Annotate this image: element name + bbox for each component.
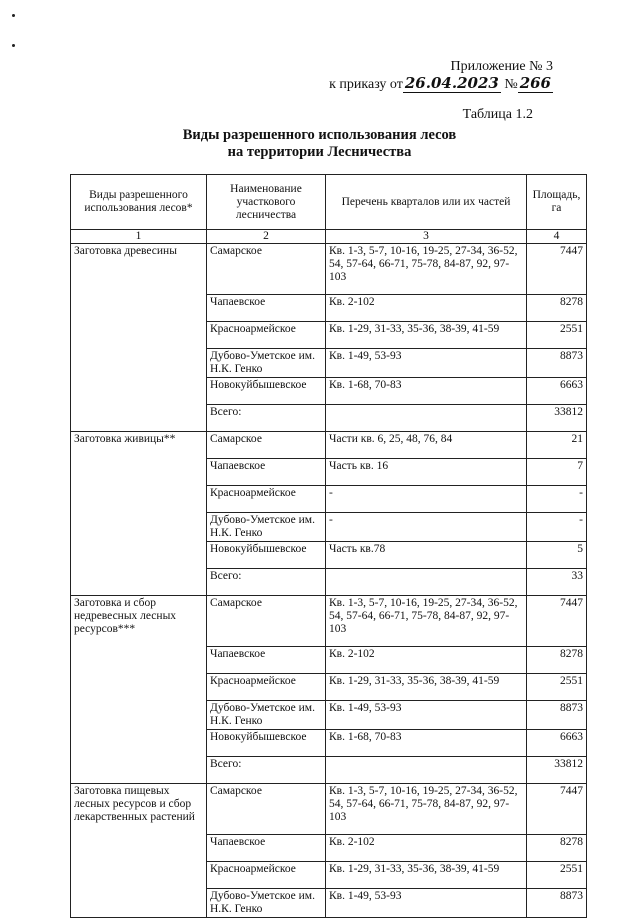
area-cell: 2551 bbox=[527, 674, 587, 701]
table-number: Таблица 1.2 bbox=[462, 107, 533, 122]
column-number: 3 bbox=[326, 230, 527, 244]
title-line: на территории Лесничества bbox=[227, 144, 412, 160]
order-prefix: к приказу от bbox=[329, 77, 403, 92]
quarters-cell bbox=[326, 569, 527, 596]
use-type-cell: Заготовка живицы** bbox=[71, 432, 207, 596]
area-cell: - bbox=[527, 513, 587, 542]
quarters-cell: Кв. 2-102 bbox=[326, 835, 527, 862]
document-title bbox=[0, 127, 639, 161]
table-row bbox=[71, 432, 587, 459]
use-type-cell: Заготовка и сбор недревесных лесных ресурсов*** bbox=[71, 596, 207, 784]
area-cell: 8873 bbox=[527, 701, 587, 730]
forestry-cell: Всего: bbox=[207, 405, 326, 432]
quarters-cell: Кв. 1-3, 5-7, 10-16, 19-25, 27-34, 36-52, 54, 57-64, 66-71, 75-78, 84-87, 92, 97-103 bbox=[326, 784, 527, 835]
quarters-cell: Кв. 2-102 bbox=[326, 647, 527, 674]
forestry-cell: Дубово-Уметское им. Н.К. Генко bbox=[207, 513, 326, 542]
quarters-cell: Кв. 1-3, 5-7, 10-16, 19-25, 27-34, 36-52, 54, 57-64, 66-71, 75-78, 84-87, 92, 97-103 bbox=[326, 596, 527, 647]
order-number-prefix: № bbox=[504, 77, 518, 92]
forestry-cell: Новокуйбышевское bbox=[207, 378, 326, 405]
quarters-cell: Кв. 2-102 bbox=[326, 295, 527, 322]
forestry-cell: Самарское bbox=[207, 432, 326, 459]
quarters-cell: - bbox=[326, 513, 527, 542]
annex-block bbox=[329, 58, 553, 93]
forestry-cell: Всего: bbox=[207, 757, 326, 784]
area-cell: 33812 bbox=[527, 405, 587, 432]
area-cell: 7447 bbox=[527, 784, 587, 835]
quarters-cell: Кв. 1-68, 70-83 bbox=[326, 378, 527, 405]
area-cell: 21 bbox=[527, 432, 587, 459]
area-cell: 33 bbox=[527, 569, 587, 596]
area-cell: 6663 bbox=[527, 378, 587, 405]
quarters-cell: Кв. 1-29, 31-33, 35-36, 38-39, 41-59 bbox=[326, 674, 527, 701]
column-number-row bbox=[71, 230, 587, 244]
forestry-cell: Чапаевское bbox=[207, 459, 326, 486]
forestry-cell: Дубово-Уметское им. Н.К. Генко bbox=[207, 701, 326, 730]
area-cell: 2551 bbox=[527, 322, 587, 349]
area-cell: 33812 bbox=[527, 757, 587, 784]
forestry-cell: Всего: bbox=[207, 569, 326, 596]
quarters-cell: Кв. 1-29, 31-33, 35-36, 38-39, 41-59 bbox=[326, 322, 527, 349]
quarters-cell: Кв. 1-68, 70-83 bbox=[326, 730, 527, 757]
column-number: 2 bbox=[207, 230, 326, 244]
scan-speck bbox=[12, 44, 15, 47]
quarters-cell: - bbox=[326, 486, 527, 513]
table-row bbox=[71, 244, 587, 295]
area-cell: - bbox=[527, 486, 587, 513]
quarters-cell: Кв. 1-49, 53-93 bbox=[326, 889, 527, 918]
forestry-cell: Самарское bbox=[207, 244, 326, 295]
use-type-cell: Заготовка пищевых лесных ресурсов и сбор лекарственных растений bbox=[71, 784, 207, 918]
forestry-cell: Новокуйбышевское bbox=[207, 542, 326, 569]
column-number: 4 bbox=[527, 230, 587, 244]
header-cell: Перечень кварталов или их частей bbox=[326, 175, 527, 230]
area-cell: 7447 bbox=[527, 244, 587, 295]
quarters-cell: Кв. 1-29, 31-33, 35-36, 38-39, 41-59 bbox=[326, 862, 527, 889]
forestry-cell: Красноармейское bbox=[207, 862, 326, 889]
order-date: 26.04.2023 bbox=[404, 74, 499, 92]
forestry-cell: Дубово-Уметское им. Н.К. Генко bbox=[207, 349, 326, 378]
quarters-cell: Кв. 1-49, 53-93 bbox=[326, 349, 527, 378]
quarters-cell bbox=[326, 757, 527, 784]
column-number: 1 bbox=[71, 230, 207, 244]
quarters-cell bbox=[326, 405, 527, 432]
area-cell: 8278 bbox=[527, 295, 587, 322]
order-number: 266 bbox=[519, 74, 551, 92]
forestry-cell: Самарское bbox=[207, 596, 326, 647]
area-cell: 6663 bbox=[527, 730, 587, 757]
title-line: Виды разрешенного использования лесов bbox=[182, 127, 457, 143]
quarters-cell: Кв. 1-3, 5-7, 10-16, 19-25, 27-34, 36-52, 54, 57-64, 66-71, 75-78, 84-87, 92, 97-103 bbox=[326, 244, 527, 295]
quarters-cell: Части кв. 6, 25, 48, 76, 84 bbox=[326, 432, 527, 459]
header-cell: Виды разрешенного использования лесов* bbox=[71, 175, 207, 230]
area-cell: 8873 bbox=[527, 349, 587, 378]
quarters-cell: Часть кв.78 bbox=[326, 542, 527, 569]
scan-speck bbox=[12, 14, 15, 17]
area-cell: 8278 bbox=[527, 647, 587, 674]
forestry-cell: Новокуйбышевское bbox=[207, 730, 326, 757]
forest-use-table bbox=[70, 174, 587, 918]
use-type-cell: Заготовка древесины bbox=[71, 244, 207, 432]
area-cell: 8873 bbox=[527, 889, 587, 918]
area-cell: 2551 bbox=[527, 862, 587, 889]
header-cell: Наименование участкового лесничества bbox=[207, 175, 326, 230]
area-cell: 5 bbox=[527, 542, 587, 569]
header-cell: Площадь, га bbox=[527, 175, 587, 230]
forestry-cell: Красноармейское bbox=[207, 674, 326, 701]
forestry-cell: Красноармейское bbox=[207, 486, 326, 513]
table-row bbox=[71, 784, 587, 835]
quarters-cell: Часть кв. 16 bbox=[326, 459, 527, 486]
forestry-cell: Чапаевское bbox=[207, 295, 326, 322]
area-cell: 7447 bbox=[527, 596, 587, 647]
header-row bbox=[71, 175, 587, 230]
forestry-cell: Красноармейское bbox=[207, 322, 326, 349]
order-reference bbox=[329, 75, 553, 93]
forestry-cell: Самарское bbox=[207, 784, 326, 835]
forestry-cell: Чапаевское bbox=[207, 647, 326, 674]
forestry-cell: Чапаевское bbox=[207, 835, 326, 862]
area-cell: 7 bbox=[527, 459, 587, 486]
forestry-cell: Дубово-Уметское им. Н.К. Генко bbox=[207, 889, 326, 918]
quarters-cell: Кв. 1-49, 53-93 bbox=[326, 701, 527, 730]
area-cell: 8278 bbox=[527, 835, 587, 862]
annex-title: Приложение № 3 bbox=[450, 59, 553, 74]
table-row bbox=[71, 596, 587, 647]
